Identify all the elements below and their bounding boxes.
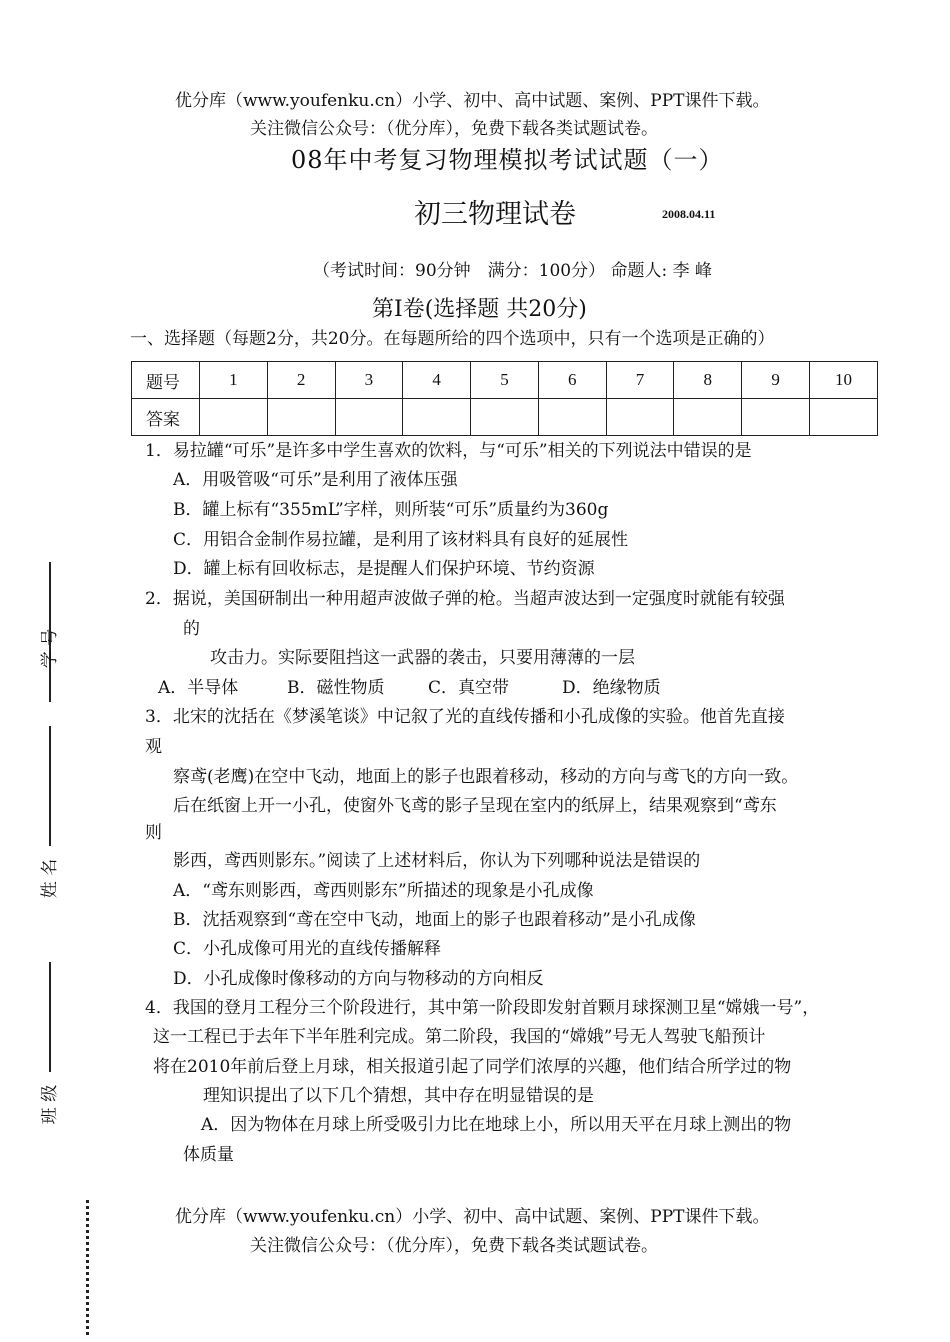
question-2-option-d: D．绝缘物质 [562,678,661,698]
question-4-line-2: 这一工程已于去年下半年胜利完成。第二阶段，我国的“嫦娥”号无人驾驶飞船预计 [153,1027,766,1047]
question-1-option-a: A．用吸管吸“可乐”是利用了液体压强 [173,470,458,490]
answer-cell[interactable] [200,399,268,436]
question-3-line-1-wrap: 观 [145,737,162,757]
answer-cell[interactable] [674,399,742,436]
question-2-option-c: C．真空带 [428,678,510,698]
name-fill-line [49,726,51,846]
answer-cell[interactable] [403,399,471,436]
answer-row-label: 答案 [132,399,200,436]
question-2-stem-cont: 攻击力。实际要阻挡这一武器的袭击，只要用薄薄的一层 [210,648,635,668]
answer-cell[interactable] [335,399,403,436]
table-row [132,399,878,436]
question-3-option-c: C．小孔成像可用光的直线传播解释 [173,939,442,959]
footer-line-1: 优分库（www.youfenku.cn）小学、初中、高中试题、案例、PPT课件下载。 [175,1207,770,1227]
exam-info: （考试时间：90分钟 满分：100分） 命题人: 李 峰 [313,261,713,281]
question-number: 5 [471,362,539,399]
question-1-stem: 1．易拉罐“可乐”是许多中学生喜欢的饮料，与“可乐”相关的下列说法中错误的是 [145,441,752,461]
answer-cell[interactable] [606,399,674,436]
question-number: 3 [335,362,403,399]
question-number: 8 [674,362,742,399]
footer-line-2: 关注微信公众号：（优分库），免费下载各类试题试卷。 [250,1236,658,1256]
question-4-option-a-wrap: 体质量 [183,1145,234,1165]
question-number: 10 [810,362,878,399]
question-4-line-4: 理知识提出了以下几个猜想，其中存在明显错误的是 [203,1086,594,1106]
question-1-option-c: C．用铝合金制作易拉罐，是利用了该材料具有良好的延展性 [173,530,629,550]
class-label: 班 级 [40,1084,61,1125]
table-header-label: 题号 [132,362,200,399]
table-row [132,362,878,399]
question-number: 6 [538,362,606,399]
question-2-option-a: A．半导体 [158,678,239,698]
question-number: 4 [403,362,471,399]
question-1-option-d: D．罐上标有回收标志，是提醒人们保护环境、节约资源 [173,559,595,579]
question-3-line-3-wrap: 则 [145,823,162,843]
question-number: 2 [267,362,335,399]
answer-cell[interactable] [538,399,606,436]
question-1-option-b: B．罐上标有“355mL”字样，则所装“可乐”质量约为360g [173,500,609,520]
volume-title: 第Ⅰ卷(选择题 共20分) [372,297,587,322]
answer-cell[interactable] [267,399,335,436]
question-4-line-1: 4．我国的登月工程分三个阶段进行，其中第一阶段即发射首颗月球探测卫星“嫦娥一号”， [145,998,820,1018]
question-number: 7 [606,362,674,399]
question-3-line-2: 察鸢(老鹰)在空中飞动，地面上的影子也跟着移动，移动的方向与鸢飞的方向一致。 [173,767,799,787]
question-number: 1 [200,362,268,399]
header-line-2: 关注微信公众号：（优分库），免费下载各类试题试卷。 [250,119,658,139]
question-3-line-4: 影西，鸢西则影东。”阅读了上述材料后，你认为下列哪种说法是错误的 [173,851,701,871]
question-2-option-b: B．磁性物质 [287,678,385,698]
question-number: 9 [742,362,810,399]
answer-cell[interactable] [471,399,539,436]
binding-dotted-line [86,1200,89,1335]
question-2-stem-wrap: 的 [183,619,200,639]
question-2-stem: 2．据说，美国研制出一种用超声波做子弹的枪。当超声波达到一定强度时就能有较强 [145,589,785,609]
class-fill-line [49,962,51,1072]
section-title: 一、选择题（每题2分，共20分。在每题所给的四个选项中，只有一个选项是正确的） [130,329,775,349]
question-3-line-3: 后在纸窗上开一小孔，使窗外飞鸢的影子呈现在室内的纸屏上，结果观察到“鸢东 [173,796,777,816]
answer-table [131,361,878,436]
question-3-option-d: D．小孔成像时像移动的方向与物移动的方向相反 [173,969,544,989]
header-line-1: 优分库（www.youfenku.cn）小学、初中、高中试题、案例、PPT课件下载。 [175,91,770,111]
student-id-label: 学 号 [40,628,61,669]
question-3-option-a: A．“鸢东则影西，鸢西则影东”所描述的现象是小孔成像 [173,881,594,901]
exam-date: 2008.04.11 [662,207,716,221]
name-label: 姓 名 [40,858,61,899]
question-4-option-a: A．因为物体在月球上所受吸引力比在地球上小，所以用天平在月球上测出的物 [201,1115,792,1135]
answer-cell[interactable] [810,399,878,436]
answer-cell[interactable] [742,399,810,436]
question-3-option-b: B．沈括观察到“鸢在空中飞动，地面上的影子也跟着移动”是小孔成像 [173,910,696,930]
exam-subtitle: 初三物理试卷 [414,199,576,230]
question-4-line-3: 将在2010年前后登上月球，相关报道引起了同学们浓厚的兴趣，他们结合所学过的物 [153,1057,792,1077]
question-3-line-1: 3．北宋的沈括在《梦溪笔谈》中记叙了光的直线传播和小孔成像的实验。他首先直接 [145,707,785,727]
exam-title: 08年中考复习物理模拟考试试题（一） [291,146,724,174]
